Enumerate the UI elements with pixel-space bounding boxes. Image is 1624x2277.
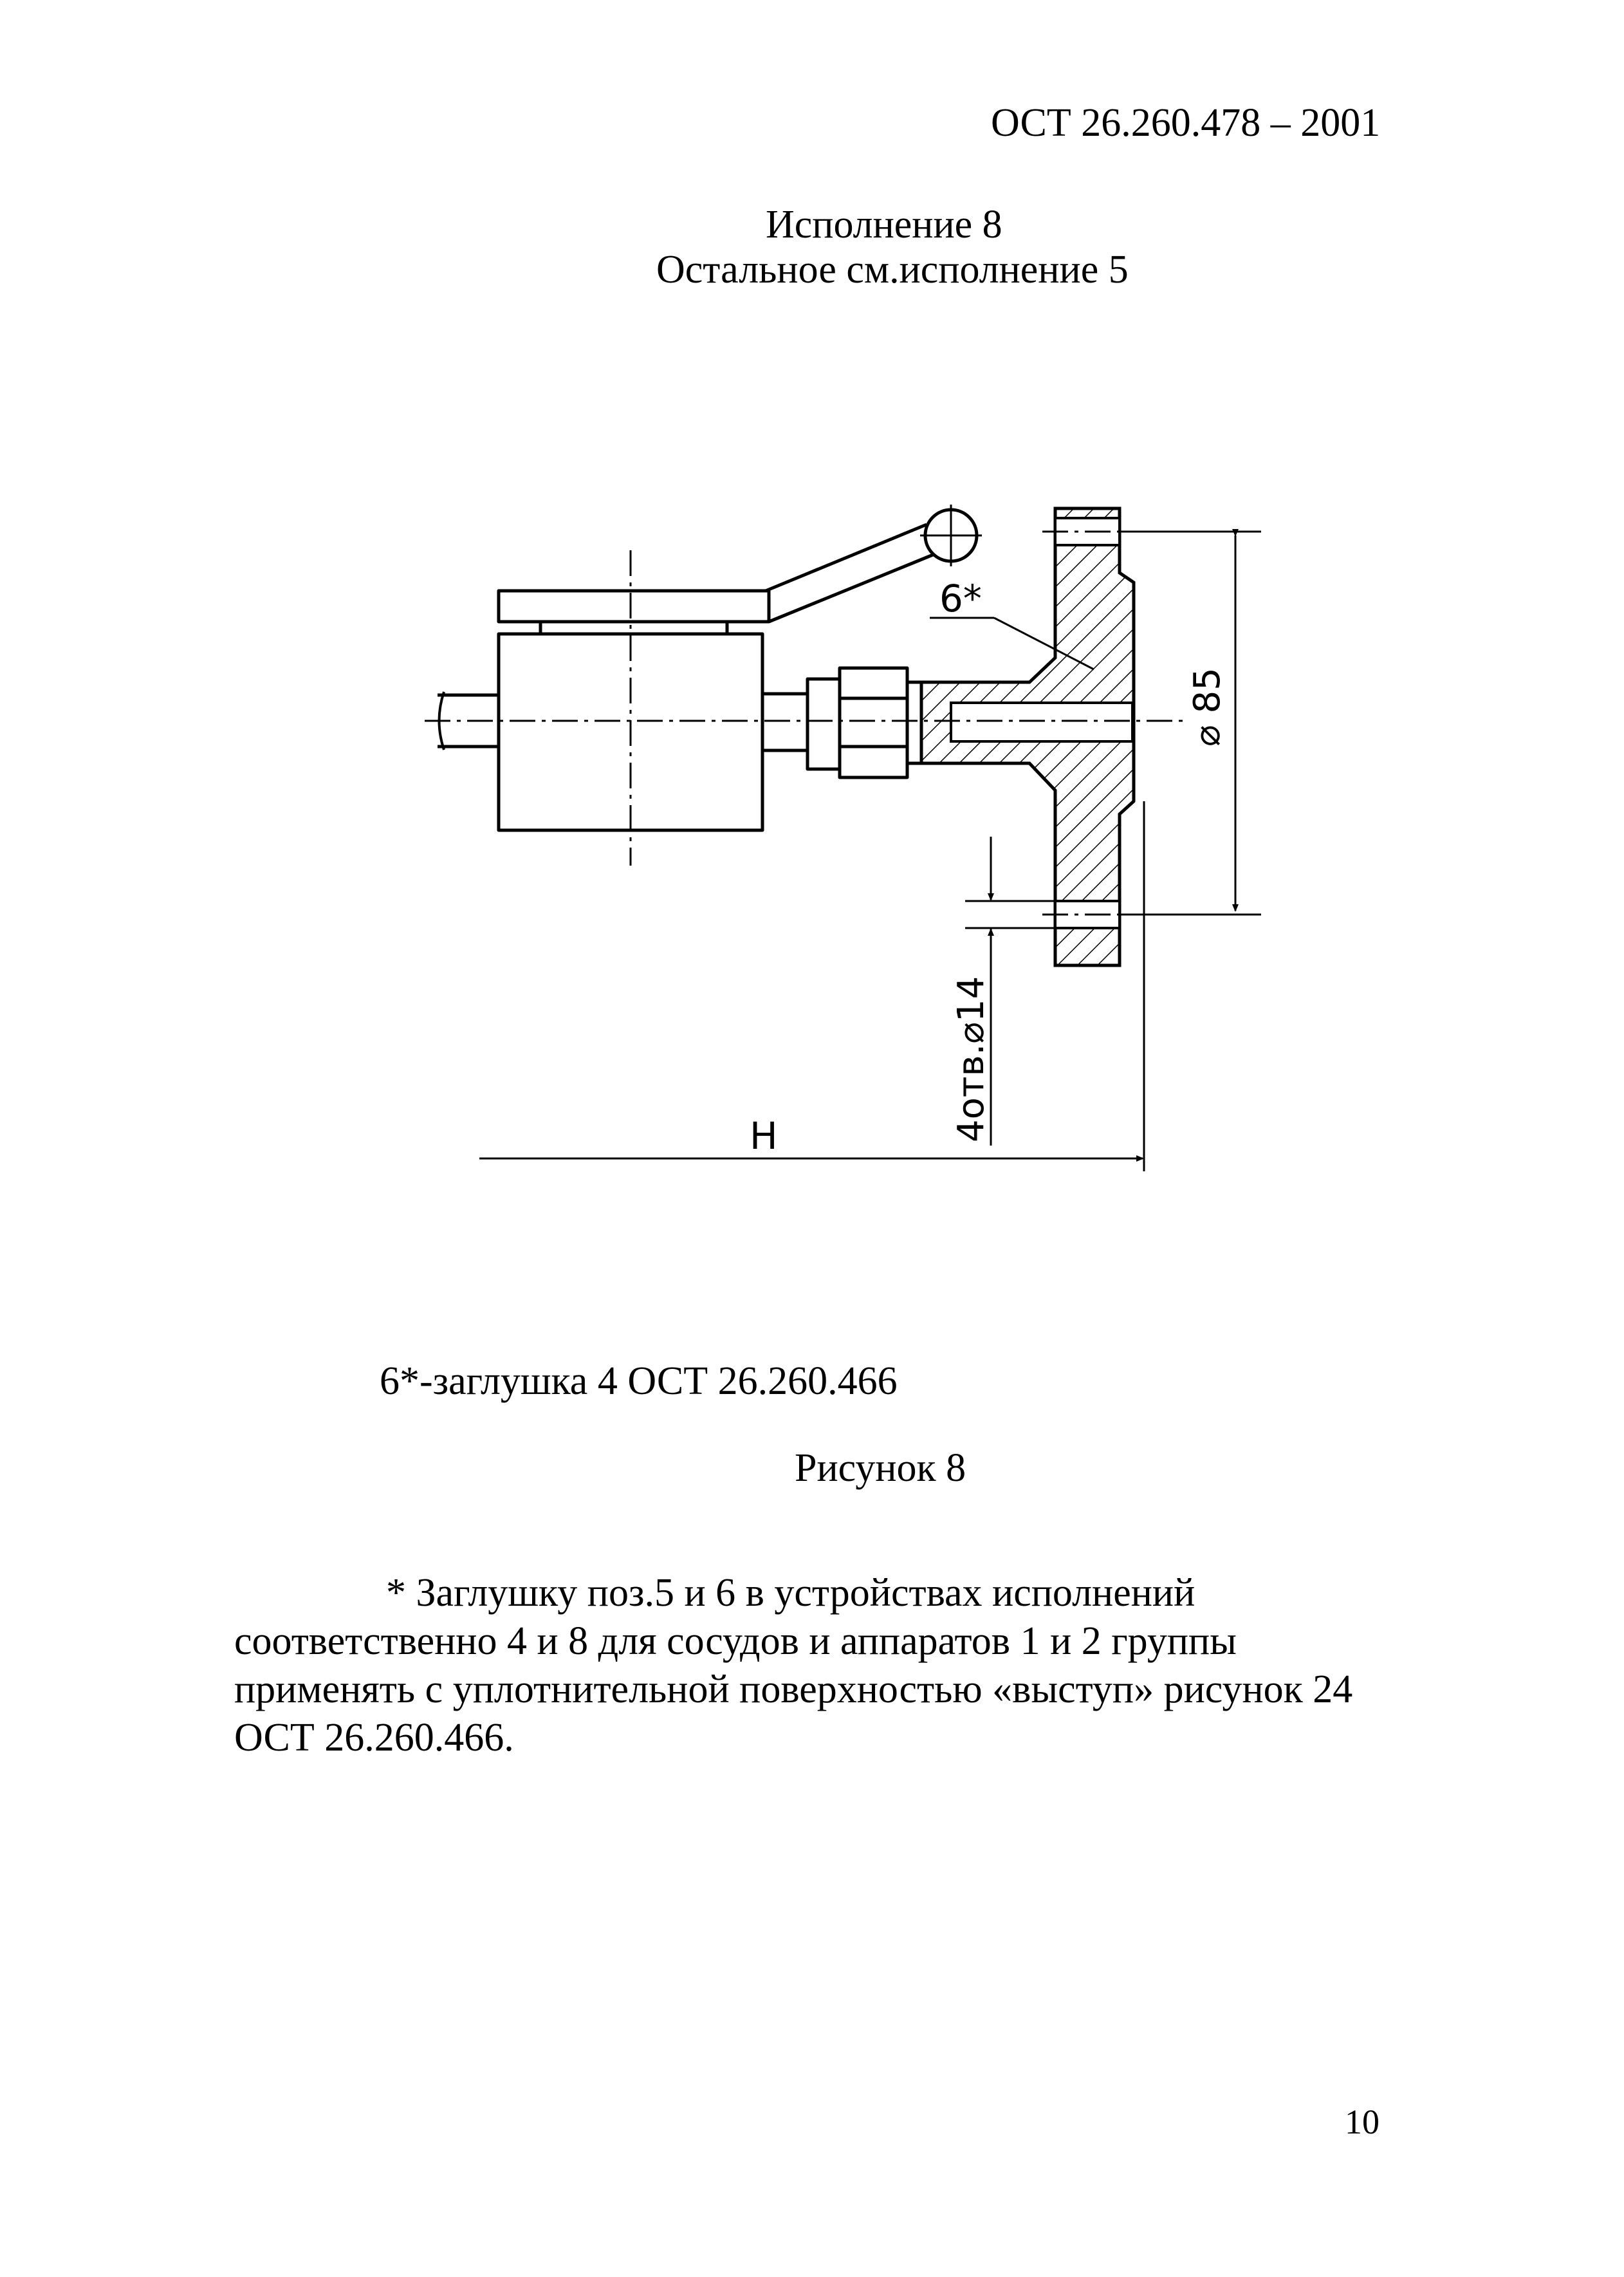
length-label: H [750,1114,778,1158]
position-label: 6* [939,577,982,620]
figure-caption: Рисунок 8 [795,1446,966,1490]
diameter-label: ⌀ 85 [1186,667,1228,747]
document-code: ОСТ 26.260.478 – 2001 [991,101,1381,145]
note-line: применять с уплотнительной поверхностью «выступ» рисунок 24 [234,1668,1353,1711]
note-line: ОСТ 26.260.466. [234,1716,514,1760]
variant-subtitle: Остальное см.исполнение 5 [656,248,1129,292]
nipple [762,694,807,750]
union-nut [807,679,840,769]
note-line: * Заглушку поз.5 и 6 в устройствах исполнений [386,1571,1195,1615]
note-line: соответственно 4 и 8 для сосудов и аппаратов 1 и 2 группы [234,1619,1237,1663]
handle-lever [766,525,927,591]
variant-title: Исполнение 8 [766,203,1002,246]
valve-handle-plate [499,591,769,622]
legend-note: 6*-заглушка 4 ОСТ 26.260.466 [380,1359,898,1403]
holes-label: 4отв.⌀14 [950,976,992,1142]
page-number: 10 [1345,2103,1379,2141]
